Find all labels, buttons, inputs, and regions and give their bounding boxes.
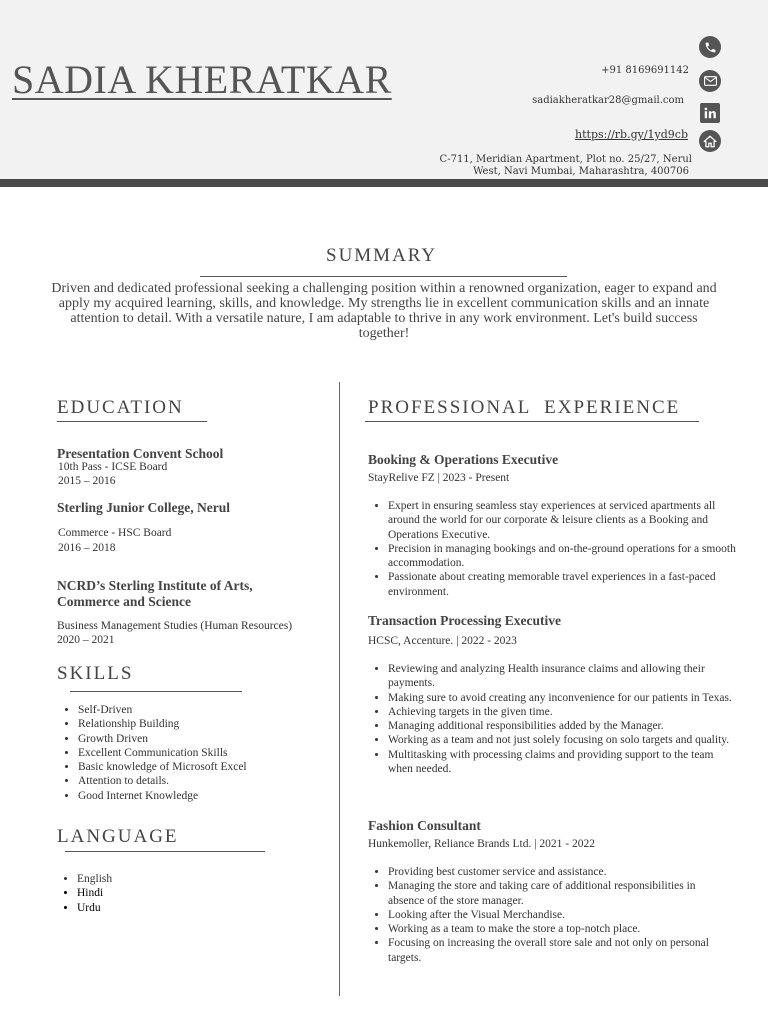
column-divider bbox=[339, 382, 340, 996]
school-detail: 10th Pass - ICSE Board bbox=[58, 461, 168, 473]
school-name: Presentation Convent School bbox=[57, 446, 224, 461]
home-icon bbox=[699, 130, 721, 152]
summary-heading: SUMMARY bbox=[326, 245, 438, 266]
address-line-1: C-711, Meridian Apartment, Plot no. 25/27, Nerul bbox=[439, 154, 692, 165]
skill-item: • Self-Driven bbox=[78, 703, 348, 717]
summary-rule bbox=[200, 276, 567, 277]
address-line-2: West, Navi Mumbai, Maharashtra, 400706 bbox=[473, 166, 689, 177]
summary-text: Driven and dedicated professional seeking a challenging position within a renowned organization, eager to expand and apply my acquired learning, skills, and knowledge. My strengths lie in excellent communication skills and an innate attention to detail. With a versatile nature, I am adaptable to thrive in any work environment. Let's build success together! bbox=[51, 281, 717, 341]
skills-list bbox=[58, 703, 348, 803]
job-bullet: • Managing the store and taking care of additional responsibilities in absence of the store manager. bbox=[388, 879, 728, 908]
job-bullet: • Passionate about creating memorable travel experiences in a fast-paced environment. bbox=[388, 570, 738, 599]
job-bullets bbox=[368, 865, 728, 965]
job-bullet: • Achieving targets in the given time. bbox=[388, 705, 733, 719]
job-bullet: • Managing additional responsibilities added by the Manager. bbox=[388, 719, 733, 733]
candidate-name: SADIA KHERATKAR bbox=[12, 57, 392, 102]
school-name: NCRD’s Sterling Institute of Arts, Commerce and Science bbox=[57, 578, 253, 609]
job-company: StayRelive FZ | 2023 - Present bbox=[368, 472, 510, 484]
job-bullet: • Precision in managing bookings and on-the-ground operations for a smooth accommodation. bbox=[388, 542, 738, 571]
school-years: 2015 – 2016 bbox=[58, 475, 116, 487]
education-rule bbox=[57, 421, 207, 422]
experience-heading: PROFESSIONAL EXPERIENCE bbox=[368, 397, 681, 418]
phone-text: +91 8169691142 bbox=[601, 65, 689, 76]
skill-item: • Attention to details. bbox=[78, 774, 348, 788]
header-divider-bar bbox=[0, 179, 768, 187]
job-company: Hunkemoller, Reliance Brands Ltd. | 2021 - 2022 bbox=[368, 838, 596, 850]
phone-icon bbox=[699, 36, 721, 58]
job-bullet: • Working as a team to make the store a top-notch place. bbox=[388, 922, 728, 936]
school-name: Sterling Junior College, Nerul bbox=[57, 500, 230, 515]
skill-item: • Relationship Building bbox=[78, 717, 348, 731]
job-company: HCSC, Accenture. | 2022 - 2023 bbox=[368, 635, 517, 647]
job-bullet: • Reviewing and analyzing Health insurance claims and allowing their payments. bbox=[388, 662, 733, 691]
skill-item: • Growth Driven bbox=[78, 732, 348, 746]
language-item: • English bbox=[77, 872, 277, 886]
education-heading: EDUCATION bbox=[57, 397, 184, 418]
job-title: Transaction Processing Executive bbox=[368, 613, 561, 628]
experience-rule bbox=[365, 421, 699, 422]
language-heading: LANGUAGE bbox=[57, 826, 179, 847]
email-text[interactable]: sadiakheratkar28@gmail.com bbox=[532, 95, 684, 106]
language-item: • Hindi bbox=[77, 886, 277, 900]
language-list bbox=[57, 872, 277, 915]
skills-rule bbox=[70, 691, 242, 692]
language-rule bbox=[65, 851, 265, 852]
email-icon bbox=[699, 70, 721, 92]
job-bullet: • Looking after the Visual Merchandise. bbox=[388, 908, 728, 922]
school-years: 2020 – 2021 bbox=[57, 634, 115, 646]
job-bullets bbox=[368, 662, 733, 776]
job-bullet: • Working as a team and not just solely focusing on solo targets and quality. bbox=[388, 733, 733, 747]
job-bullet: • Providing best customer service and assistance. bbox=[388, 865, 728, 879]
school-detail: Business Management Studies (Human Resources) bbox=[57, 620, 293, 632]
skill-item: • Excellent Communication Skills bbox=[78, 746, 348, 760]
skill-item: • Good Internet Knowledge bbox=[78, 789, 348, 803]
linkedin-icon bbox=[700, 103, 720, 123]
job-bullet: • Focusing on increasing the overall store sale and not only on personal targets. bbox=[388, 936, 728, 965]
skills-heading: SKILLS bbox=[57, 663, 134, 684]
language-item: • Urdu bbox=[77, 901, 277, 915]
job-bullet: • Multitasking with processing claims and providing support to the team when needed. bbox=[388, 748, 733, 777]
job-bullet: • Making sure to avoid creating any inconvenience for our patients in Texas. bbox=[388, 691, 733, 705]
profile-link[interactable]: https://rb.gy/1yd9cb bbox=[575, 128, 688, 141]
job-bullet: • Expert in ensuring seamless stay experiences at serviced apartments all around the world for our corporate & leisure clients as a Booking and Operations Executive. bbox=[388, 499, 738, 542]
job-title: Booking & Operations Executive bbox=[368, 452, 559, 467]
school-detail: Commerce - HSC Board bbox=[58, 527, 172, 539]
job-title: Fashion Consultant bbox=[368, 818, 481, 833]
skill-item: • Basic knowledge of Microsoft Excel bbox=[78, 760, 348, 774]
job-bullets bbox=[368, 499, 738, 599]
school-years: 2016 – 2018 bbox=[58, 542, 116, 554]
